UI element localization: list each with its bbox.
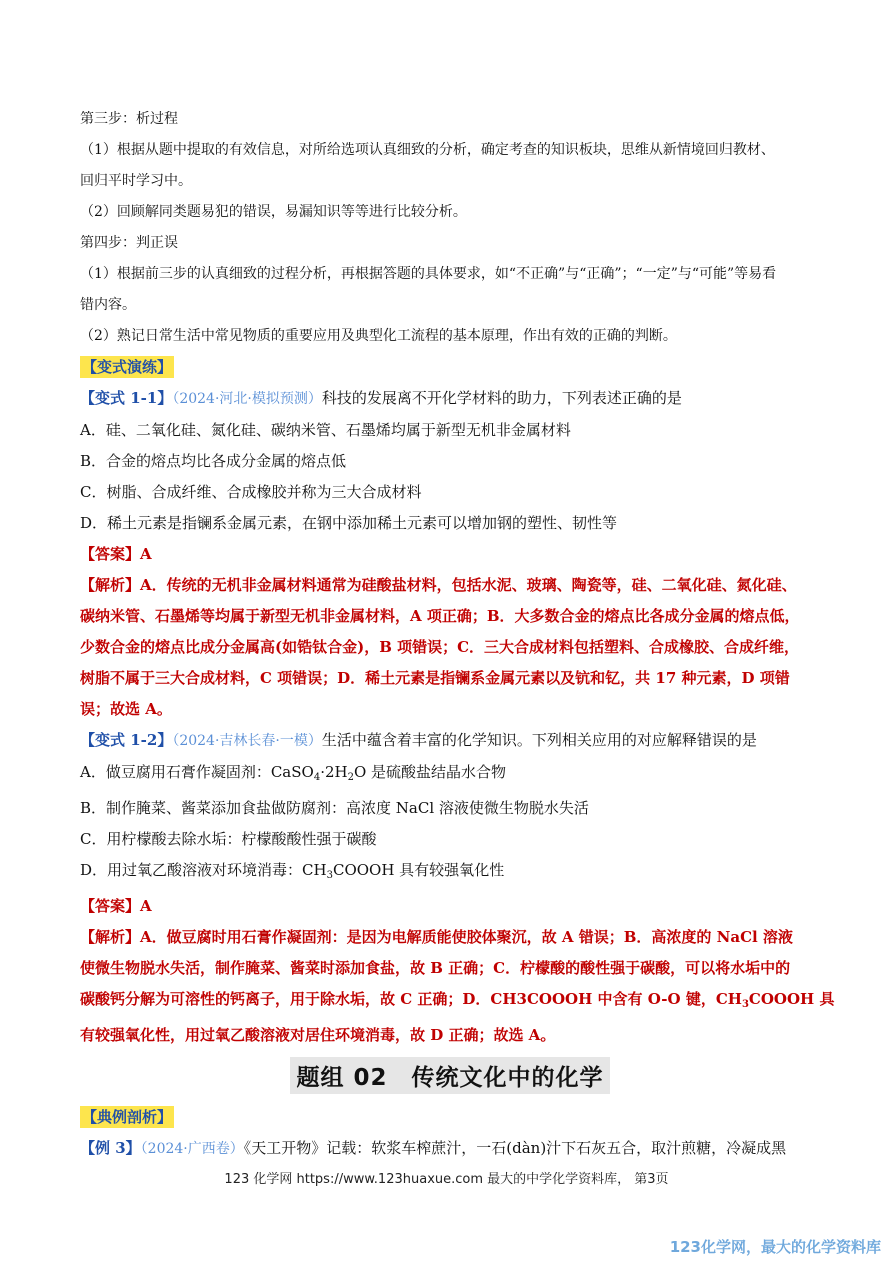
q2-analysis-line-2: 使微生物脱水失活，制作腌菜、酱菜时添加食盐，故 B 正确；C．柠檬酸的酸性强于碳酸，可以将水垢中的 xyxy=(80,959,791,977)
q2-option-d-post: COOOH 具有较强氧化性 xyxy=(332,861,505,879)
q2-source: （2024·吉林长春·一模） xyxy=(172,733,322,749)
q2-option-a xyxy=(80,757,820,793)
q2-option-d-pre: D．用过氧乙酸溶液对环境消毒：CH xyxy=(80,861,327,879)
q1-stem-line xyxy=(80,383,820,415)
q1-analysis-tag: 【解析】 xyxy=(80,576,141,594)
q2-option-d-sub: 3 xyxy=(326,870,333,881)
q1-answer xyxy=(80,539,820,570)
q2-option-a-sub2: 2 xyxy=(347,772,354,783)
q1-analysis-line-3: 少数合金的熔点比成分金属高(如锆钛合金)，B 项错误；C．三大合成材料包括塑料、合成橡胶、合成纤维， xyxy=(80,638,800,656)
q2-option-b: B．制作腌菜、酱菜添加食盐做防腐剂：高浓度 NaCl 溶液使微生物脱水失活 xyxy=(80,799,589,817)
q2-option-a-sub1: 4 xyxy=(313,772,321,783)
q1-analysis-line-1 xyxy=(80,570,820,601)
q2-stem: 生活中蕴含着丰富的化学知识。下列相关应用的对应解释错误的是 xyxy=(321,731,757,749)
q2-analysis-line-1 xyxy=(80,922,820,953)
q1-analysis-line-4: 树脂不属于三大合成材料，C 项错误；D．稀土元素是指镧系金属元素以及钪和钇，共 17 种元素，D 项错 xyxy=(80,669,790,687)
q1-analysis-line-2: 碳纳米管、石墨烯等均属于新型无机非金属材料，A 项正确；B．大多数合金的熔点比各成分金属的熔点低， xyxy=(80,607,800,625)
q2-analysis-text-3: 碳酸钙分解为可溶性的钙离子，用于除水垢，故 C 正确；D．CH3COOOH 中含有 O-O 键，CH xyxy=(80,990,742,1008)
section-example-label: 【典例剖析】 xyxy=(82,1108,173,1126)
step3-paragraph-1a: （1）根据从题中提取的有效信息，对所给选项认真细致的分析，确定考查的知识板块，思维从新情境回归教材、 xyxy=(80,142,775,158)
ex3-tag: 【例 3】 xyxy=(80,1139,141,1157)
q2-stem-line xyxy=(80,725,820,757)
q2-analysis-tag: 【解析】 xyxy=(80,928,141,946)
step4-paragraph-1b: 错内容。 xyxy=(80,297,136,313)
step3-title: 第三步：析过程 xyxy=(80,111,178,127)
q1-analysis xyxy=(80,570,820,725)
watermark: 123化学网，最大的化学资料库 xyxy=(669,1238,881,1256)
step3-paragraph-1b: 回归平时学习中。 xyxy=(80,173,192,189)
q1-option-b: B．合金的熔点均比各成分金属的熔点低 xyxy=(80,452,347,470)
q2-analysis-line-3 xyxy=(80,984,835,1020)
q2-analysis-text-1: A．做豆腐时用石膏作凝固剂：是因为电解质能使胶体聚沉，故 A 错误；B．高浓度的 NaCl 溶液 xyxy=(140,928,793,946)
q2-option-c: C．用柠檬酸去除水垢：柠檬酸酸性强于碳酸 xyxy=(80,830,377,848)
ex3-stem: 《天工开物》记载：软浆车榨蔗汁，一石(dàn)汁下石灰五合，取汁煎糖，冷凝成黑 xyxy=(243,1139,787,1157)
step4-paragraph-2: （2）熟记日常生活中常见物质的重要应用及典型化工流程的基本原理，作出有效的正确的判断。 xyxy=(80,328,677,344)
q1-analysis-text-1: A．传统的无机非金属材料通常为硅酸盐材料，包括水泥、玻璃、陶瓷等，硅、二氧化硅、氮化硅、 xyxy=(140,576,797,594)
q1-analysis-line-5: 误；故选 A。 xyxy=(80,700,172,718)
q1-option-d: D．稀土元素是指镧系金属元素，在钢中添加稀土元素可以增加钢的塑性、韧性等 xyxy=(80,514,618,532)
section-variant-label: 【变式演练】 xyxy=(82,358,173,376)
q2-analysis-line-4: 有较强氧化性，用过氧乙酸溶液对居住环境消毒，故 D 正确；故选 A。 xyxy=(80,1026,556,1044)
document-body xyxy=(80,104,835,1165)
q1-option-c: C．树脂、合成纤维、合成橡胶并称为三大合成材料 xyxy=(80,483,422,501)
group-heading xyxy=(80,1057,820,1094)
q2-tag: 【变式 1-2】 xyxy=(80,731,173,749)
q2-answer-value: A xyxy=(140,897,152,915)
q2-option-a-mid: ·2H xyxy=(320,763,348,781)
q1-answer-tag: 【答案】 xyxy=(80,545,141,563)
step4-paragraph-1a: （1）根据前三步的认真细致的过程分析，再根据答题的具体要求，如“不正确”与“正确”；“一定”与“可能”等易看 xyxy=(80,266,777,282)
step3-paragraph-2: （2）回顾解同类题易犯的错误，易漏知识等等进行比较分析。 xyxy=(80,204,467,220)
ex3-stem-line xyxy=(80,1133,820,1165)
section-variant xyxy=(80,352,820,383)
q2-analysis xyxy=(80,922,835,1051)
q2-option-a-pre: A．做豆腐用石膏作凝固剂：CaSO xyxy=(80,763,314,781)
q1-source: （2024·河北·模拟预测） xyxy=(172,391,322,407)
q1-tag: 【变式 1-1】 xyxy=(80,389,173,407)
q2-option-a-post: O 是硫酸盐结晶水合物 xyxy=(353,763,507,781)
section-example xyxy=(80,1102,820,1133)
q2-answer xyxy=(80,891,820,922)
ex3-source: （2024·广西卷） xyxy=(140,1141,244,1157)
page-footer: 123 化学网 https://www.123huaxue.com 最大的中学化学资料库， 第3页 xyxy=(224,1172,669,1187)
q2-option-d xyxy=(80,855,820,891)
q2-answer-tag: 【答案】 xyxy=(80,897,141,915)
step4-title: 第四步：判正误 xyxy=(80,235,178,251)
q1-stem: 科技的发展离不开化学材料的助力，下列表述正确的是 xyxy=(321,389,682,407)
group-heading-text: 题组 02 传统文化中的化学 xyxy=(290,1057,609,1094)
q1-option-a: A．硅、二氧化硅、氮化硅、碳纳米管、石墨烯均属于新型无机非金属材料 xyxy=(80,421,571,439)
q1-answer-value: A xyxy=(140,545,152,563)
q2-analysis-text-3-post: COOOH 具 xyxy=(748,990,835,1008)
q2-analysis-sub: 3 xyxy=(741,999,749,1010)
